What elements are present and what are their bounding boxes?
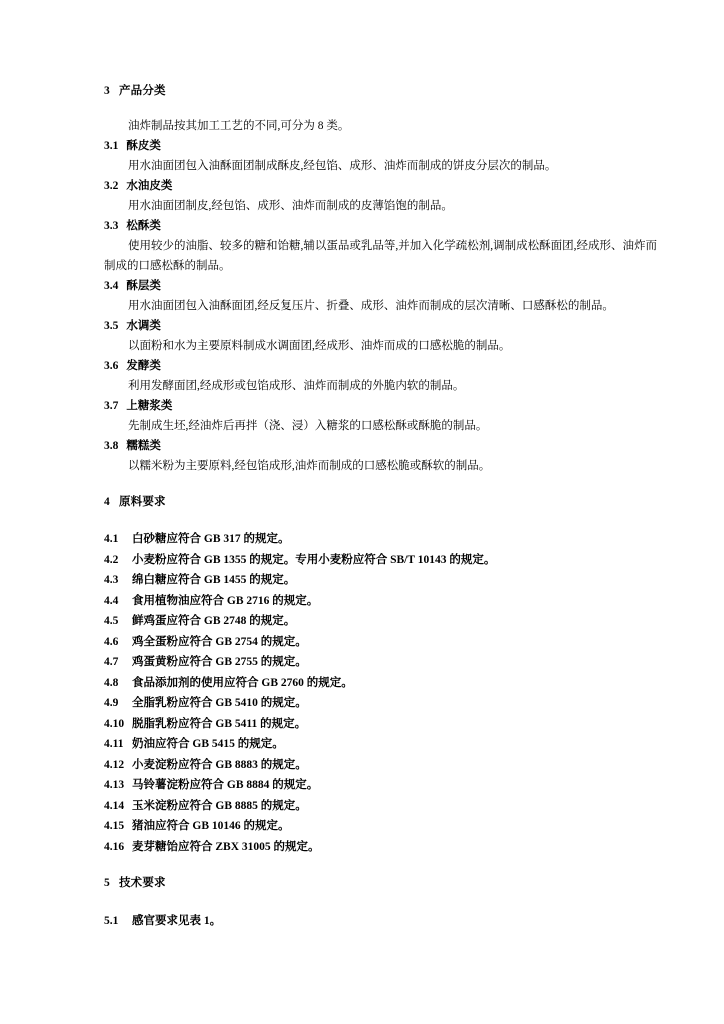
- requirement-number: 4.10: [104, 717, 125, 730]
- clause-3-1-text: 用水油面团包入油酥面团制成酥皮,经包馅、成形、油炸而制成的饼皮分层次的制品。: [128, 159, 557, 172]
- requirement-text: 食品添加剂的使用应符合 GB 2760 的规定。: [132, 676, 353, 689]
- section-title: 技术要求: [118, 877, 166, 889]
- requirement-text: 食用植物油应符合 GB 2716 的规定。: [132, 594, 319, 607]
- section-number: 3: [104, 85, 110, 97]
- spacer: [104, 476, 662, 497]
- spacer: [104, 98, 662, 116]
- clause-3-4-text: 用水油面团包入油酥面团,经反复压片、折叠、成形、油炸而制成的层次清晰、口感酥松的制品。: [128, 299, 614, 312]
- clause-number: 3.3: [104, 219, 119, 232]
- clause-3-3-text: 使用较少的油脂、较多的糖和饴糖,辅以蛋品或乳品等,并加入化学疏松剂,调制成松酥面团,经成形、油炸而制成的口感松酥的制品。: [104, 239, 657, 272]
- spacer: [104, 890, 662, 911]
- clause-number: 3.1: [104, 139, 119, 152]
- requirement-text: 麦芽糖饴应符合 ZBX 31005 的规定。: [132, 840, 320, 853]
- clause-number: 3.2: [104, 179, 119, 192]
- clause-3-8-heading: [104, 436, 662, 456]
- clause-number: 3.7: [104, 399, 119, 412]
- requirement-number: 4.1: [104, 533, 119, 545]
- requirement-text: 玉米淀粉应符合 GB 8885 的规定。: [132, 799, 307, 812]
- requirement-item: [104, 714, 662, 735]
- requirement-item: [104, 570, 662, 591]
- requirement-item: [104, 529, 662, 550]
- clause-title: 发酵类: [126, 359, 161, 372]
- requirement-item: [104, 693, 662, 714]
- clause-3-6-heading: [104, 356, 662, 376]
- requirement-item: [104, 550, 662, 571]
- section-heading-4: [104, 497, 662, 509]
- clause-3-6-text: 利用发酵面团,经成形或包馅成形、油炸而制成的外脆内软的制品。: [128, 379, 465, 392]
- clause-title: 水油皮类: [126, 179, 173, 192]
- requirement-text: 绵白糖应符合 GB 1455 的规定。: [132, 574, 296, 586]
- requirement-text: 鸡全蛋粉应符合 GB 2754 的规定。: [132, 635, 307, 648]
- clause-3-2-text: 用水油面团制皮,经包馅、成形、油炸而制成的皮薄馅饱的制品。: [128, 199, 453, 212]
- requirement-number: 4.2: [104, 553, 119, 566]
- requirement-text: 奶油应符合 GB 5415 的规定。: [132, 738, 284, 750]
- clause-3-8-text: 以糯米粉为主要原料,经包馅成形,油炸而制成的口感松脆或酥软的制品。: [128, 459, 491, 472]
- requirement-item: [104, 591, 662, 612]
- requirement-item: [104, 837, 662, 858]
- spacer: [104, 508, 662, 529]
- clause-3-7-text: 先制成生坯,经油炸后再拌（浇、浸）入糖浆的口感松酥或酥脆的制品。: [128, 419, 488, 432]
- clause-title: 上糖浆类: [126, 399, 173, 412]
- requirement-text: 马铃薯淀粉应符合 GB 8884 的规定。: [132, 779, 319, 791]
- requirement-number: 4.5: [104, 615, 119, 627]
- clause-number: 3.5: [104, 319, 119, 332]
- document-body: [104, 86, 662, 931]
- clause-3-2-heading: [104, 176, 662, 196]
- section-number: 4: [104, 495, 110, 508]
- requirement-item: [104, 755, 662, 776]
- requirement-text: 小麦淀粉应符合 GB 8883 的规定。: [132, 758, 307, 771]
- requirement-number: 4.3: [104, 574, 119, 586]
- clause-number: 3.6: [104, 359, 119, 372]
- section-heading-5: [104, 878, 662, 890]
- requirement-item: [104, 734, 662, 755]
- requirement-text: 全脂乳粉应符合 GB 5410 的规定。: [132, 697, 307, 709]
- clause-title: 松酥类: [126, 219, 161, 232]
- requirement-text: 白砂糖应符合 GB 317 的规定。: [132, 533, 290, 545]
- clause-3-7-heading: [104, 396, 662, 416]
- clause-3-3-heading: [104, 216, 662, 236]
- section-3-lead: 油炸制品按其加工工艺的不同,可分为 8 类。: [128, 119, 350, 132]
- clause-title: 酥皮类: [126, 139, 161, 152]
- clause-3-4-heading: [104, 276, 662, 296]
- requirement-number: 4.14: [104, 799, 125, 812]
- requirement-number: 4.12: [104, 758, 125, 771]
- section-number: 5: [104, 877, 110, 889]
- requirement-item: [104, 775, 662, 796]
- requirement-item: [104, 652, 662, 673]
- requirement-number: 4.4: [104, 594, 119, 607]
- requirement-number: 4.7: [104, 656, 119, 668]
- clause-3-5-heading: [104, 316, 662, 336]
- clause-title: 水调类: [126, 319, 161, 332]
- requirement-item: [104, 816, 662, 837]
- requirement-number: 4.16: [104, 840, 125, 853]
- requirement-number: 5.1: [104, 914, 119, 927]
- clause-3-5-text: 以面粉和水为主要原料制成水调面团,经成形、油炸而成的口感松脆的制品。: [128, 339, 511, 352]
- requirement-item: [104, 911, 662, 932]
- requirement-number: 4.11: [104, 738, 124, 750]
- requirement-text: 小麦粉应符合 GB 1355 的规定。专用小麦粉应符合 SB/T 10143 的规定。: [132, 553, 496, 566]
- requirement-number: 4.6: [104, 635, 119, 648]
- clause-title: 酥层类: [126, 279, 161, 292]
- requirement-text: 脱脂乳粉应符合 GB 5411 的规定。: [132, 717, 307, 730]
- requirement-text: 鲜鸡蛋应符合 GB 2748 的规定。: [132, 615, 296, 627]
- requirement-number: 4.15: [104, 820, 125, 832]
- section-heading-3: [104, 86, 662, 98]
- requirement-number: 4.9: [104, 697, 119, 709]
- section-title: 产品分类: [118, 85, 166, 97]
- clause-3-1-heading: [104, 136, 662, 156]
- requirement-item: [104, 632, 662, 653]
- requirement-number: 4.8: [104, 676, 119, 689]
- requirement-item: [104, 796, 662, 817]
- spacer: [104, 857, 662, 878]
- requirement-number: 4.13: [104, 779, 125, 791]
- requirement-item: [104, 611, 662, 632]
- section-title: 原料要求: [118, 495, 166, 508]
- requirement-item: [104, 673, 662, 694]
- clause-title: 糯糕类: [126, 439, 161, 452]
- requirement-text: 猪油应符合 GB 10146 的规定。: [132, 820, 290, 832]
- requirement-text: 鸡蛋黄粉应符合 GB 2755 的规定。: [132, 656, 307, 668]
- requirement-text: 感官要求见表 1。: [132, 914, 222, 927]
- clause-number: 3.8: [104, 439, 119, 452]
- clause-number: 3.4: [104, 279, 119, 292]
